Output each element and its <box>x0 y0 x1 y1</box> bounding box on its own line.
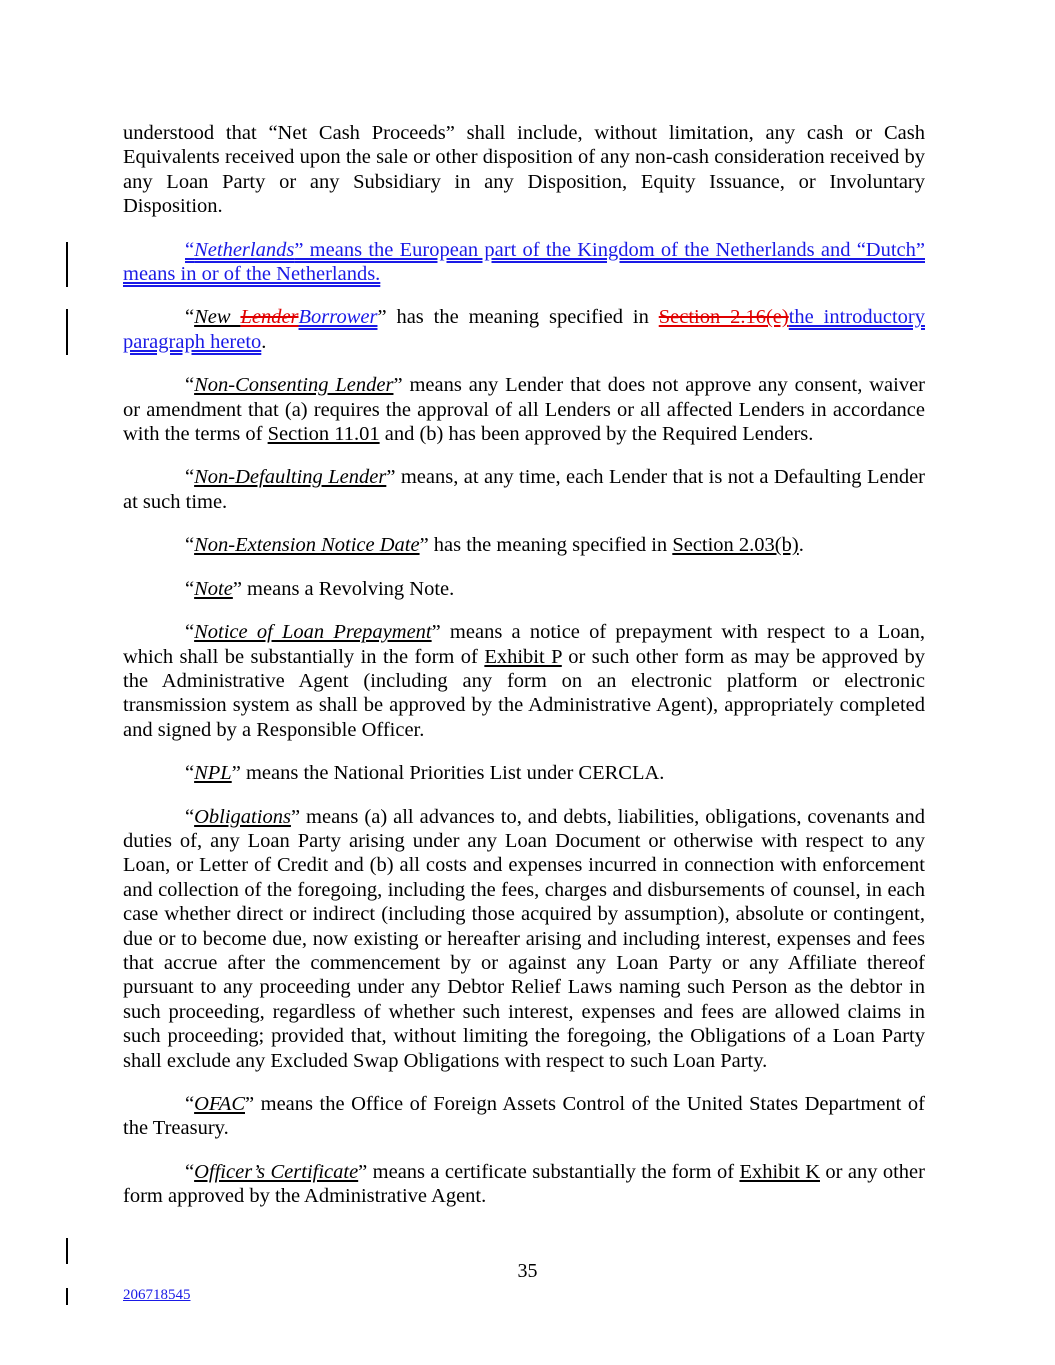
text-run: “ <box>185 534 195 557</box>
cross-reference: Exhibit P <box>484 645 562 668</box>
text-run: ” means a certificate substantially the form of <box>358 1160 740 1183</box>
inserted-defined-term: Borrower <box>298 306 378 329</box>
document-body <box>123 121 925 1228</box>
inserted-text: the introductory paragraph hereto <box>123 306 925 353</box>
paragraph <box>123 305 925 354</box>
page-number: 35 <box>517 1260 538 1282</box>
paragraph <box>123 1160 925 1209</box>
defined-term: Non-Defaulting Lender <box>194 466 387 489</box>
text-run: ” means the Office of Foreign Assets Control of the United States Department of the Treasury. <box>123 1093 925 1140</box>
deleted-cross-reference: Section 2.16(e) <box>658 306 789 329</box>
defined-term: Notice of Loan Prepayment <box>194 621 432 644</box>
text-run: “ <box>185 306 195 329</box>
defined-term: Non-Consenting Lender <box>194 374 394 397</box>
text-run: ” means the National Priorities List under CERCLA. <box>231 762 665 785</box>
text-run: ” means a notice of prepayment with respect to a Loan, which shall be substantially in the form of <box>123 621 925 668</box>
defined-term: Non-Extension Notice Date <box>194 534 420 557</box>
defined-term: Obligations <box>194 805 291 828</box>
text-run: or any other form approved by the Administrative Agent. <box>123 1160 925 1208</box>
text-run: “ <box>185 1160 195 1183</box>
text-run: “ <box>185 621 195 644</box>
paragraph <box>123 373 925 446</box>
revision-change-bar <box>66 242 68 287</box>
paragraph <box>123 620 925 742</box>
text-run: and (b) has been approved by the Required Lenders. <box>379 423 814 446</box>
defined-term: OFAC <box>194 1093 245 1115</box>
text-run: . <box>798 534 804 557</box>
cross-reference: Section 2.03(b) <box>672 534 799 557</box>
text-run: “ <box>185 577 195 600</box>
inserted-defined-term: Netherlands <box>194 238 295 261</box>
text-run: “ <box>185 762 195 785</box>
cross-reference: Section 11.01 <box>267 423 380 446</box>
paragraph <box>123 761 925 785</box>
revision-change-bar <box>66 1288 68 1305</box>
text-run: . <box>261 330 267 353</box>
text-run: understood that “Net Cash Proceeds” shall include, without limitation, any cash or Cash Equivalents received upon the sale or other disposition of any non-cash consideration received by any Loan Party or any Subsidiary in any Disposition, Equity Issuance, or Involuntary Disposition. <box>123 122 925 218</box>
text-run: “ <box>185 1093 195 1115</box>
cross-reference: Exhibit K <box>739 1160 820 1183</box>
text-run: ” means a Revolving Note. <box>232 577 455 600</box>
text-run: ” means any Lender that does not approve any consent, waiver or amendment that (a) requires the approval of all Lenders or all affected Lenders in accordance with the terms of <box>123 374 926 446</box>
text-run: ” has the meaning specified in <box>377 306 659 329</box>
text-run: ” means, at any time, each Lender that is not a Defaulting Lender at such time. <box>123 466 926 513</box>
deleted-defined-term: Lender <box>240 306 299 329</box>
paragraph <box>123 121 925 219</box>
defined-term: NPL <box>194 762 232 785</box>
text-run: “ <box>185 805 195 828</box>
revision-change-bar <box>66 309 68 355</box>
paragraph <box>123 1092 925 1141</box>
text-run: ” has the meaning specified in <box>419 534 673 557</box>
paragraph <box>123 805 925 1073</box>
paragraph <box>123 238 925 287</box>
document-id-stamp: 206718545 <box>123 1287 191 1303</box>
paragraph <box>123 533 925 557</box>
text-run: or such other form as may be approved by the Administrative Agent (including any form on an electronic platform or electronic transmission system as shall be approved by the Administrative Agent), appropriately completed and signed by a Responsible Officer. <box>123 645 925 741</box>
inserted-text: ” means the European part of the Kingdom of the Netherlands and “Dutch” means in or of the Netherlands. <box>123 238 925 286</box>
defined-term: New <box>194 306 241 329</box>
defined-term: Officer’s Certificate <box>194 1160 359 1183</box>
text-run: “ <box>185 466 195 489</box>
defined-term: Note <box>194 577 233 600</box>
inserted-text: “ <box>185 238 195 261</box>
text-run: “ <box>185 374 195 397</box>
paragraph <box>123 465 925 514</box>
paragraph <box>123 577 925 601</box>
text-run: ” means (a) all advances to, and debts, liabilities, obligations, covenants and duties of, any Loan Party arising under any Loan Document or otherwise with respect to any Loan, or Letter of Credit and (b) all costs and expenses incurred in connection with enforcement and collection of the foregoing, including the fees, charges and disbursements of counsel, in each case whether direct or indirect (including those acquired by assumption), absolute or contingent, due or to become due, now existing or hereafter arising and including interest, expenses and fees that accrue after the commencement by or against any Loan Party or any Affiliate thereof pursuant to any proceeding under any Debtor Relief Laws naming such Person as the debtor in such proceeding, regardless of whether such interest, expenses and fees are allowed claims in such proceeding; provided that, without limiting the foregoing, the Obligations of a Loan Party shall exclude any Excluded Swap Obligations with respect to such Loan Party. <box>123 805 925 1072</box>
